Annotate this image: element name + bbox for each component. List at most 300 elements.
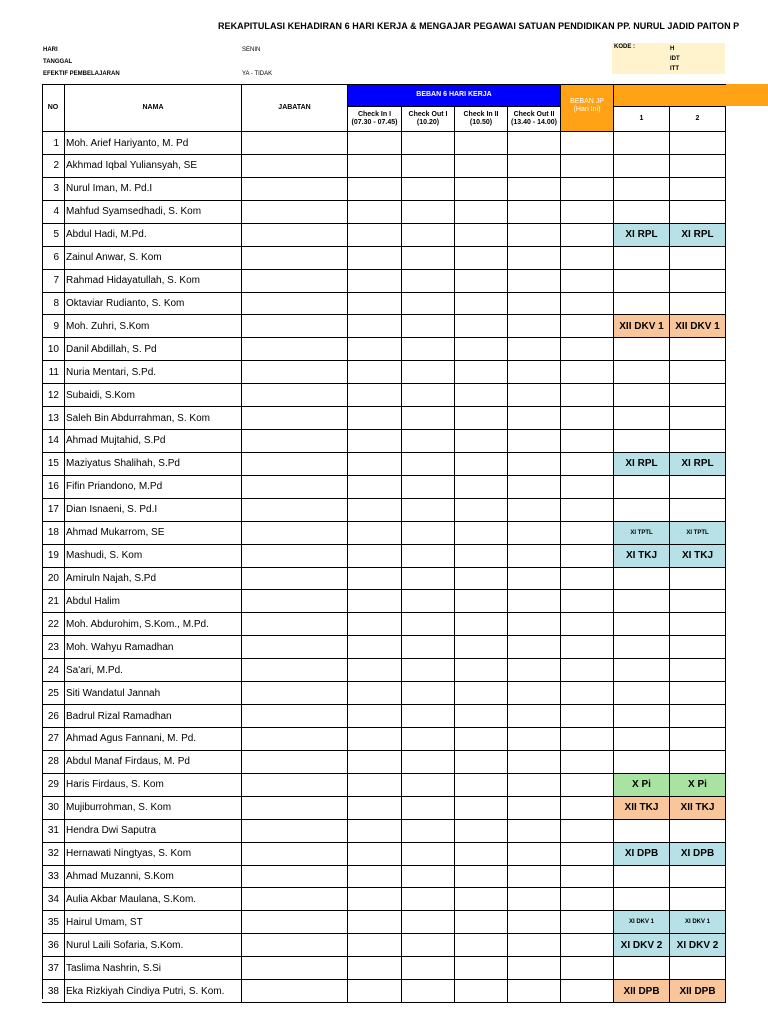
row-jabatan[interactable] bbox=[242, 705, 348, 728]
row-beban-jp[interactable] bbox=[561, 155, 614, 178]
row-jam-2[interactable] bbox=[670, 384, 726, 407]
row-nama[interactable]: Ahmad Mukarrom, SE bbox=[65, 522, 242, 545]
row-beban-jp[interactable] bbox=[561, 728, 614, 751]
row-check-in-2[interactable] bbox=[455, 774, 508, 797]
row-nama[interactable]: Nurul Laili Sofaria, S.Kom. bbox=[65, 934, 242, 957]
row-check-out-1[interactable] bbox=[402, 865, 455, 888]
row-nama[interactable]: Ahmad Agus Fannani, M. Pd. bbox=[65, 728, 242, 751]
row-jam-1[interactable] bbox=[614, 751, 670, 774]
row-check-out-1[interactable] bbox=[402, 728, 455, 751]
row-check-out-1[interactable] bbox=[402, 361, 455, 384]
row-beban-jp[interactable] bbox=[561, 384, 614, 407]
row-nama[interactable]: Nurul Iman, M. Pd.I bbox=[65, 178, 242, 201]
row-jabatan[interactable] bbox=[242, 980, 348, 1003]
row-check-out-2[interactable] bbox=[508, 659, 561, 682]
row-check-out-1[interactable] bbox=[402, 820, 455, 843]
row-jam-1[interactable] bbox=[614, 636, 670, 659]
row-check-in-2[interactable] bbox=[455, 911, 508, 934]
row-beban-jp[interactable] bbox=[561, 659, 614, 682]
row-check-in-1[interactable] bbox=[348, 292, 402, 315]
row-check-in-1[interactable] bbox=[348, 430, 402, 453]
row-check-out-1[interactable] bbox=[402, 567, 455, 590]
row-check-in-1[interactable] bbox=[348, 361, 402, 384]
row-check-out-2[interactable] bbox=[508, 545, 561, 568]
row-check-out-1[interactable] bbox=[402, 453, 455, 476]
row-no[interactable]: 38 bbox=[42, 980, 65, 1003]
row-check-out-1[interactable] bbox=[402, 636, 455, 659]
row-beban-jp[interactable] bbox=[561, 980, 614, 1003]
row-beban-jp[interactable] bbox=[561, 132, 614, 155]
row-check-in-2[interactable] bbox=[455, 384, 508, 407]
row-check-in-1[interactable] bbox=[348, 888, 402, 911]
row-check-out-2[interactable] bbox=[508, 407, 561, 430]
row-jabatan[interactable] bbox=[242, 682, 348, 705]
row-check-in-1[interactable] bbox=[348, 980, 402, 1003]
row-check-out-1[interactable] bbox=[402, 476, 455, 499]
row-beban-jp[interactable] bbox=[561, 247, 614, 270]
row-check-in-1[interactable] bbox=[348, 545, 402, 568]
row-jabatan[interactable] bbox=[242, 751, 348, 774]
row-no[interactable]: 30 bbox=[42, 797, 65, 820]
row-no[interactable]: 9 bbox=[42, 315, 65, 338]
row-check-out-1[interactable] bbox=[402, 522, 455, 545]
row-nama[interactable]: Aulia Akbar Maulana, S.Kom. bbox=[65, 888, 242, 911]
row-jam-1[interactable]: X Pi bbox=[614, 774, 670, 797]
row-jam-1[interactable] bbox=[614, 201, 670, 224]
row-check-out-1[interactable] bbox=[402, 843, 455, 866]
row-jam-2[interactable] bbox=[670, 636, 726, 659]
row-nama[interactable]: Danil Abdillah, S. Pd bbox=[65, 338, 242, 361]
row-check-out-1[interactable] bbox=[402, 132, 455, 155]
row-beban-jp[interactable] bbox=[561, 476, 614, 499]
row-check-in-2[interactable] bbox=[455, 820, 508, 843]
row-jam-2[interactable] bbox=[670, 430, 726, 453]
row-check-out-2[interactable] bbox=[508, 820, 561, 843]
row-check-out-2[interactable] bbox=[508, 888, 561, 911]
row-jam-2[interactable]: XI DKV 2 bbox=[670, 934, 726, 957]
row-jabatan[interactable] bbox=[242, 430, 348, 453]
row-nama[interactable]: Haris Firdaus, S. Kom bbox=[65, 774, 242, 797]
row-check-out-2[interactable] bbox=[508, 361, 561, 384]
row-beban-jp[interactable] bbox=[561, 315, 614, 338]
row-no[interactable]: 18 bbox=[42, 522, 65, 545]
row-check-in-2[interactable] bbox=[455, 590, 508, 613]
row-check-out-2[interactable] bbox=[508, 522, 561, 545]
row-jam-1[interactable] bbox=[614, 682, 670, 705]
row-check-out-2[interactable] bbox=[508, 590, 561, 613]
row-check-out-2[interactable] bbox=[508, 774, 561, 797]
row-jabatan[interactable] bbox=[242, 636, 348, 659]
row-jam-1[interactable] bbox=[614, 270, 670, 293]
row-no[interactable]: 25 bbox=[42, 682, 65, 705]
row-jam-1[interactable]: XI DKV 2 bbox=[614, 934, 670, 957]
row-check-out-2[interactable] bbox=[508, 865, 561, 888]
row-check-out-1[interactable] bbox=[402, 270, 455, 293]
row-jam-1[interactable]: XI RPL bbox=[614, 224, 670, 247]
row-beban-jp[interactable] bbox=[561, 545, 614, 568]
row-jam-2[interactable] bbox=[670, 247, 726, 270]
row-jam-2[interactable]: XII DPB bbox=[670, 980, 726, 1003]
row-jam-2[interactable] bbox=[670, 201, 726, 224]
row-check-out-1[interactable] bbox=[402, 201, 455, 224]
row-jam-1[interactable] bbox=[614, 728, 670, 751]
row-no[interactable]: 35 bbox=[42, 911, 65, 934]
row-check-out-1[interactable] bbox=[402, 407, 455, 430]
row-jam-2[interactable] bbox=[670, 155, 726, 178]
row-jabatan[interactable] bbox=[242, 338, 348, 361]
row-jam-1[interactable]: XII TKJ bbox=[614, 797, 670, 820]
row-jam-2[interactable] bbox=[670, 613, 726, 636]
row-check-out-2[interactable] bbox=[508, 499, 561, 522]
row-no[interactable]: 13 bbox=[42, 407, 65, 430]
row-no[interactable]: 31 bbox=[42, 820, 65, 843]
row-beban-jp[interactable] bbox=[561, 888, 614, 911]
row-check-out-1[interactable] bbox=[402, 751, 455, 774]
row-beban-jp[interactable] bbox=[561, 292, 614, 315]
row-beban-jp[interactable] bbox=[561, 590, 614, 613]
row-beban-jp[interactable] bbox=[561, 843, 614, 866]
row-jam-2[interactable]: XII TKJ bbox=[670, 797, 726, 820]
row-jam-1[interactable]: XII DPB bbox=[614, 980, 670, 1003]
row-check-in-2[interactable] bbox=[455, 522, 508, 545]
row-beban-jp[interactable] bbox=[561, 338, 614, 361]
row-check-in-2[interactable] bbox=[455, 155, 508, 178]
row-check-in-1[interactable] bbox=[348, 797, 402, 820]
row-jam-1[interactable]: XI DPB bbox=[614, 843, 670, 866]
row-jam-1[interactable]: XI TKJ bbox=[614, 545, 670, 568]
row-jam-1[interactable] bbox=[614, 155, 670, 178]
row-check-in-1[interactable] bbox=[348, 453, 402, 476]
row-check-out-1[interactable] bbox=[402, 682, 455, 705]
row-no[interactable]: 17 bbox=[42, 499, 65, 522]
row-no[interactable]: 22 bbox=[42, 613, 65, 636]
row-check-in-2[interactable] bbox=[455, 843, 508, 866]
row-check-out-2[interactable] bbox=[508, 132, 561, 155]
row-check-in-1[interactable] bbox=[348, 934, 402, 957]
row-beban-jp[interactable] bbox=[561, 178, 614, 201]
row-jabatan[interactable] bbox=[242, 797, 348, 820]
row-jam-2[interactable] bbox=[670, 567, 726, 590]
row-jam-2[interactable]: XII DKV 1 bbox=[670, 315, 726, 338]
row-beban-jp[interactable] bbox=[561, 705, 614, 728]
row-check-out-2[interactable] bbox=[508, 178, 561, 201]
row-jabatan[interactable] bbox=[242, 590, 348, 613]
row-check-in-2[interactable] bbox=[455, 361, 508, 384]
row-no[interactable]: 28 bbox=[42, 751, 65, 774]
row-check-out-2[interactable] bbox=[508, 224, 561, 247]
row-jabatan[interactable] bbox=[242, 659, 348, 682]
row-jam-2[interactable] bbox=[670, 270, 726, 293]
row-jam-2[interactable] bbox=[670, 659, 726, 682]
row-check-in-2[interactable] bbox=[455, 613, 508, 636]
row-beban-jp[interactable] bbox=[561, 934, 614, 957]
row-nama[interactable]: Badrul Rizal Ramadhan bbox=[65, 705, 242, 728]
row-beban-jp[interactable] bbox=[561, 499, 614, 522]
row-check-out-1[interactable] bbox=[402, 705, 455, 728]
row-jam-2[interactable] bbox=[670, 820, 726, 843]
row-no[interactable]: 6 bbox=[42, 247, 65, 270]
row-jam-2[interactable]: XI RPL bbox=[670, 224, 726, 247]
row-check-out-2[interactable] bbox=[508, 476, 561, 499]
row-check-in-1[interactable] bbox=[348, 774, 402, 797]
row-no[interactable]: 3 bbox=[42, 178, 65, 201]
row-jam-1[interactable] bbox=[614, 705, 670, 728]
row-jabatan[interactable] bbox=[242, 613, 348, 636]
row-jam-2[interactable] bbox=[670, 682, 726, 705]
row-beban-jp[interactable] bbox=[561, 224, 614, 247]
row-check-in-2[interactable] bbox=[455, 545, 508, 568]
row-check-in-1[interactable] bbox=[348, 247, 402, 270]
row-check-in-1[interactable] bbox=[348, 338, 402, 361]
row-jam-1[interactable] bbox=[614, 476, 670, 499]
row-jabatan[interactable] bbox=[242, 728, 348, 751]
row-jam-1[interactable] bbox=[614, 865, 670, 888]
row-beban-jp[interactable] bbox=[561, 361, 614, 384]
row-jabatan[interactable] bbox=[242, 132, 348, 155]
row-jam-2[interactable]: XI DKV 1 bbox=[670, 911, 726, 934]
row-check-in-1[interactable] bbox=[348, 636, 402, 659]
row-jabatan[interactable] bbox=[242, 545, 348, 568]
row-check-out-1[interactable] bbox=[402, 911, 455, 934]
row-check-out-2[interactable] bbox=[508, 934, 561, 957]
row-jam-2[interactable] bbox=[670, 132, 726, 155]
row-check-in-2[interactable] bbox=[455, 636, 508, 659]
row-jam-1[interactable] bbox=[614, 247, 670, 270]
row-nama[interactable]: Moh. Zuhri, S.Kom bbox=[65, 315, 242, 338]
info-value-tanggal[interactable] bbox=[242, 56, 272, 68]
row-check-out-2[interactable] bbox=[508, 338, 561, 361]
row-check-in-2[interactable] bbox=[455, 797, 508, 820]
row-check-in-1[interactable] bbox=[348, 705, 402, 728]
row-nama[interactable]: Mashudi, S. Kom bbox=[65, 545, 242, 568]
row-check-in-2[interactable] bbox=[455, 957, 508, 980]
row-jabatan[interactable] bbox=[242, 522, 348, 545]
row-jam-2[interactable] bbox=[670, 728, 726, 751]
row-jabatan[interactable] bbox=[242, 407, 348, 430]
row-nama[interactable]: Moh. Wahyu Ramadhan bbox=[65, 636, 242, 659]
row-check-in-1[interactable] bbox=[348, 957, 402, 980]
row-check-out-2[interactable] bbox=[508, 567, 561, 590]
row-jabatan[interactable] bbox=[242, 820, 348, 843]
row-nama[interactable]: Siti Wandatul Jannah bbox=[65, 682, 242, 705]
row-jam-2[interactable] bbox=[670, 476, 726, 499]
row-no[interactable]: 20 bbox=[42, 567, 65, 590]
row-check-out-2[interactable] bbox=[508, 155, 561, 178]
row-check-in-2[interactable] bbox=[455, 499, 508, 522]
row-jam-2[interactable] bbox=[670, 407, 726, 430]
row-jam-2[interactable]: XI DPB bbox=[670, 843, 726, 866]
row-jabatan[interactable] bbox=[242, 361, 348, 384]
row-jam-1[interactable]: XI DKV 1 bbox=[614, 911, 670, 934]
row-jam-2[interactable] bbox=[670, 361, 726, 384]
row-jabatan[interactable] bbox=[242, 178, 348, 201]
row-check-in-2[interactable] bbox=[455, 430, 508, 453]
row-check-in-2[interactable] bbox=[455, 476, 508, 499]
row-jabatan[interactable] bbox=[242, 865, 348, 888]
row-jam-2[interactable] bbox=[670, 865, 726, 888]
row-no[interactable]: 37 bbox=[42, 957, 65, 980]
row-jam-1[interactable] bbox=[614, 407, 670, 430]
row-check-out-2[interactable] bbox=[508, 315, 561, 338]
row-jabatan[interactable] bbox=[242, 567, 348, 590]
row-no[interactable]: 10 bbox=[42, 338, 65, 361]
row-check-out-1[interactable] bbox=[402, 980, 455, 1003]
row-check-in-1[interactable] bbox=[348, 201, 402, 224]
row-no[interactable]: 32 bbox=[42, 843, 65, 866]
row-beban-jp[interactable] bbox=[561, 407, 614, 430]
row-check-out-2[interactable] bbox=[508, 247, 561, 270]
row-nama[interactable]: Moh. Arief Hariyanto, M. Pd bbox=[65, 132, 242, 155]
row-nama[interactable]: Ahmad Muzanni, S.Kom bbox=[65, 865, 242, 888]
row-check-out-1[interactable] bbox=[402, 545, 455, 568]
row-jabatan[interactable] bbox=[242, 499, 348, 522]
row-nama[interactable]: Taslima Nashrin, S.Si bbox=[65, 957, 242, 980]
row-check-in-2[interactable] bbox=[455, 567, 508, 590]
row-jam-1[interactable]: XI TPTL bbox=[614, 522, 670, 545]
row-check-in-2[interactable] bbox=[455, 751, 508, 774]
row-check-in-1[interactable] bbox=[348, 476, 402, 499]
row-check-out-2[interactable] bbox=[508, 911, 561, 934]
row-beban-jp[interactable] bbox=[561, 522, 614, 545]
row-nama[interactable]: Moh. Abdurohim, S.Kom., M.Pd. bbox=[65, 613, 242, 636]
row-no[interactable]: 33 bbox=[42, 865, 65, 888]
row-beban-jp[interactable] bbox=[561, 797, 614, 820]
row-no[interactable]: 23 bbox=[42, 636, 65, 659]
row-no[interactable]: 4 bbox=[42, 201, 65, 224]
row-check-out-2[interactable] bbox=[508, 728, 561, 751]
row-check-out-1[interactable] bbox=[402, 957, 455, 980]
row-no[interactable]: 29 bbox=[42, 774, 65, 797]
row-no[interactable]: 36 bbox=[42, 934, 65, 957]
row-check-in-1[interactable] bbox=[348, 659, 402, 682]
row-check-in-2[interactable] bbox=[455, 338, 508, 361]
row-beban-jp[interactable] bbox=[561, 682, 614, 705]
row-jam-2[interactable] bbox=[670, 957, 726, 980]
row-no[interactable]: 24 bbox=[42, 659, 65, 682]
info-value-efektif[interactable]: YA - TIDAK bbox=[242, 71, 273, 77]
row-jam-1[interactable] bbox=[614, 430, 670, 453]
row-no[interactable]: 12 bbox=[42, 384, 65, 407]
row-jam-1[interactable] bbox=[614, 499, 670, 522]
row-check-in-2[interactable] bbox=[455, 201, 508, 224]
row-nama[interactable]: Saleh Bin Abdurrahman, S. Kom bbox=[65, 407, 242, 430]
row-no[interactable]: 8 bbox=[42, 292, 65, 315]
row-no[interactable]: 5 bbox=[42, 224, 65, 247]
row-beban-jp[interactable] bbox=[561, 636, 614, 659]
row-jabatan[interactable] bbox=[242, 843, 348, 866]
row-no[interactable]: 26 bbox=[42, 705, 65, 728]
row-jam-1[interactable] bbox=[614, 178, 670, 201]
row-check-in-1[interactable] bbox=[348, 132, 402, 155]
row-check-out-2[interactable] bbox=[508, 430, 561, 453]
row-check-in-2[interactable] bbox=[455, 659, 508, 682]
row-no[interactable]: 27 bbox=[42, 728, 65, 751]
row-check-in-1[interactable] bbox=[348, 820, 402, 843]
row-check-in-2[interactable] bbox=[455, 407, 508, 430]
row-beban-jp[interactable] bbox=[561, 453, 614, 476]
row-check-out-1[interactable] bbox=[402, 499, 455, 522]
row-jam-1[interactable] bbox=[614, 567, 670, 590]
row-jabatan[interactable] bbox=[242, 911, 348, 934]
row-check-out-1[interactable] bbox=[402, 224, 455, 247]
row-no[interactable]: 21 bbox=[42, 590, 65, 613]
row-check-in-2[interactable] bbox=[455, 728, 508, 751]
row-nama[interactable]: Sa'ari, M.Pd. bbox=[65, 659, 242, 682]
row-check-out-1[interactable] bbox=[402, 590, 455, 613]
row-check-out-2[interactable] bbox=[508, 797, 561, 820]
row-jam-1[interactable] bbox=[614, 384, 670, 407]
row-check-in-1[interactable] bbox=[348, 384, 402, 407]
row-check-out-1[interactable] bbox=[402, 178, 455, 201]
row-nama[interactable]: Mahfud Syamsedhadi, S. Kom bbox=[65, 201, 242, 224]
row-jam-2[interactable] bbox=[670, 338, 726, 361]
row-check-out-1[interactable] bbox=[402, 247, 455, 270]
row-check-in-1[interactable] bbox=[348, 315, 402, 338]
row-jam-2[interactable] bbox=[670, 499, 726, 522]
row-nama[interactable]: Mujiburrohman, S. Kom bbox=[65, 797, 242, 820]
row-no[interactable]: 15 bbox=[42, 453, 65, 476]
row-jam-2[interactable] bbox=[670, 590, 726, 613]
row-nama[interactable]: Subaidi, S.Kom bbox=[65, 384, 242, 407]
row-check-out-2[interactable] bbox=[508, 292, 561, 315]
row-check-out-2[interactable] bbox=[508, 682, 561, 705]
row-check-in-2[interactable] bbox=[455, 247, 508, 270]
row-jam-2[interactable]: XI TKJ bbox=[670, 545, 726, 568]
row-no[interactable]: 11 bbox=[42, 361, 65, 384]
row-beban-jp[interactable] bbox=[561, 957, 614, 980]
row-jam-1[interactable]: XII DKV 1 bbox=[614, 315, 670, 338]
row-jam-2[interactable]: XI RPL bbox=[670, 453, 726, 476]
row-nama[interactable]: Zainul Anwar, S. Kom bbox=[65, 247, 242, 270]
row-nama[interactable]: Ahmad Mujtahid, S.Pd bbox=[65, 430, 242, 453]
row-jam-1[interactable]: XI RPL bbox=[614, 453, 670, 476]
row-jabatan[interactable] bbox=[242, 384, 348, 407]
info-value-hari[interactable]: SENIN bbox=[242, 47, 261, 53]
row-check-in-1[interactable] bbox=[348, 224, 402, 247]
row-check-out-1[interactable] bbox=[402, 797, 455, 820]
row-check-in-2[interactable] bbox=[455, 224, 508, 247]
row-nama[interactable]: Hairul Umam, ST bbox=[65, 911, 242, 934]
row-check-in-2[interactable] bbox=[455, 980, 508, 1003]
row-jabatan[interactable] bbox=[242, 292, 348, 315]
row-no[interactable]: 19 bbox=[42, 545, 65, 568]
row-jabatan[interactable] bbox=[242, 934, 348, 957]
row-check-in-1[interactable] bbox=[348, 178, 402, 201]
row-jam-2[interactable]: X Pi bbox=[670, 774, 726, 797]
row-check-in-2[interactable] bbox=[455, 315, 508, 338]
row-jam-2[interactable] bbox=[670, 705, 726, 728]
row-check-in-1[interactable] bbox=[348, 155, 402, 178]
row-check-in-1[interactable] bbox=[348, 728, 402, 751]
row-beban-jp[interactable] bbox=[561, 270, 614, 293]
row-beban-jp[interactable] bbox=[561, 201, 614, 224]
row-jam-1[interactable] bbox=[614, 613, 670, 636]
row-check-out-1[interactable] bbox=[402, 934, 455, 957]
row-jam-1[interactable] bbox=[614, 132, 670, 155]
row-check-out-1[interactable] bbox=[402, 384, 455, 407]
row-check-out-2[interactable] bbox=[508, 751, 561, 774]
row-nama[interactable]: Abdul Manaf Firdaus, M. Pd bbox=[65, 751, 242, 774]
row-check-in-1[interactable] bbox=[348, 407, 402, 430]
row-nama[interactable]: Rahmad Hidayatullah, S. Kom bbox=[65, 270, 242, 293]
row-no[interactable]: 7 bbox=[42, 270, 65, 293]
row-beban-jp[interactable] bbox=[561, 567, 614, 590]
row-nama[interactable]: Eka Rizkiyah Cindiya Putri, S. Kom. bbox=[65, 980, 242, 1003]
row-no[interactable]: 1 bbox=[42, 132, 65, 155]
row-check-in-1[interactable] bbox=[348, 613, 402, 636]
row-beban-jp[interactable] bbox=[561, 911, 614, 934]
row-jam-1[interactable] bbox=[614, 338, 670, 361]
